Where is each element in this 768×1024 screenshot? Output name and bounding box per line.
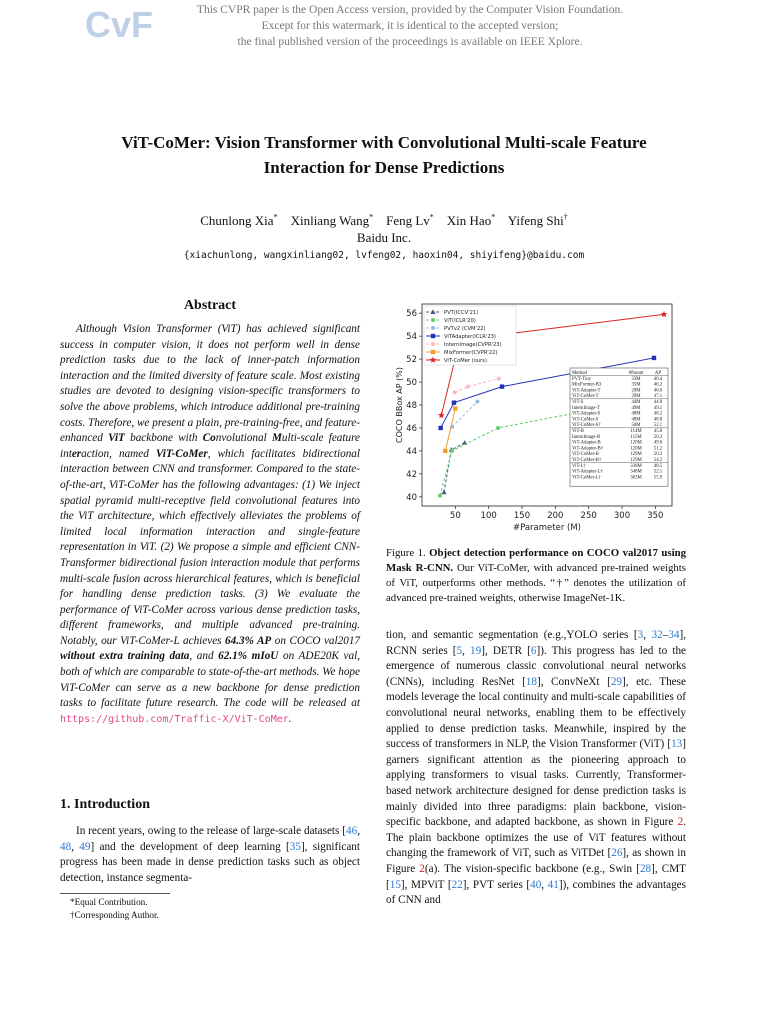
footnote: *Equal Contribution. [70, 897, 148, 907]
citation-link[interactable]: 26 [611, 847, 623, 860]
data-point [500, 384, 504, 388]
figure-link[interactable]: 2 [677, 816, 684, 829]
footnote-rule [60, 893, 170, 894]
inset-table-cell: 49.1 [653, 405, 663, 411]
legend-entry: ViT(ICLR'20) [444, 318, 476, 325]
citation-link[interactable]: 13 [671, 738, 683, 751]
citation-link[interactable]: 49 [79, 840, 91, 853]
data-point [452, 401, 456, 405]
citation-link[interactable]: 46 [346, 825, 358, 837]
inset-table-cell: 33M [631, 376, 641, 382]
inset-table-cell: 114M [630, 429, 642, 434]
inset-table-cell: 52.1 [653, 469, 663, 475]
data-point [441, 489, 446, 494]
legend-entry: MixFormer(CVPR'22) [444, 350, 498, 357]
data-point [431, 326, 435, 330]
y-tick-label: 54 [406, 332, 417, 343]
inset-table-cell: MixFormer-B3 [572, 382, 602, 388]
inset-table-cell: ViT-B [572, 429, 584, 434]
inset-table-cell: ViT-CoMer-L† [572, 475, 602, 481]
data-point [661, 311, 668, 318]
data-point [652, 356, 656, 360]
watermark-line: the final published version of the proceedings is available on IEEE Xplore. [237, 36, 583, 48]
footnotes [70, 896, 360, 922]
inset-table-cell: ViT-Adapter-L† [572, 469, 603, 475]
footnote: †Corresponding Author. [70, 910, 159, 920]
inset-table-cell: 50M [631, 423, 641, 429]
y-tick-label: 42 [406, 469, 417, 480]
inset-table-cell: 115M [630, 434, 642, 440]
inset-table-cell: 120M [630, 440, 642, 446]
inset-table-cell: ViT-CoMer-T [572, 394, 599, 400]
x-axis-label: #Parameter (M) [512, 523, 582, 533]
x-tick-label: 50 [449, 511, 461, 521]
citation-link[interactable]: 41 [547, 878, 559, 891]
inset-table-cell: 46.2 [653, 382, 663, 388]
inset-table-cell: 28M [631, 388, 641, 394]
inset-table-header: Method [572, 371, 587, 376]
inset-table-cell: 48M [631, 417, 641, 423]
affiliation: Baidu Inc. [356, 230, 412, 245]
citation-link[interactable]: 40 [530, 878, 542, 891]
citation-link[interactable]: 35 [289, 840, 301, 853]
data-point [453, 406, 457, 410]
inset-table-cell: 48.8 [653, 417, 663, 423]
abstract-heading: Abstract [183, 298, 237, 313]
inset-table-cell: 40.4 [653, 376, 663, 382]
legend-entry: PVTv2 (CVM'22) [444, 326, 486, 333]
y-tick-label: 44 [406, 446, 417, 457]
inset-table-cell: 48.5 [653, 463, 663, 469]
y-tick-label: 46 [406, 423, 417, 434]
inset-table-cell: 54.2 [653, 458, 663, 463]
inset-table-cell: PVT-Tiny [572, 376, 592, 382]
inset-table-cell: 29M [631, 394, 641, 400]
inset-table-cell: 129M [630, 458, 642, 463]
citation-link[interactable]: 3 [637, 629, 644, 641]
data-point [438, 494, 442, 498]
x-tick-label: 200 [547, 511, 564, 521]
y-tick-label: 40 [406, 492, 417, 503]
x-tick-label: 300 [613, 511, 631, 521]
inset-table-cell: 55.9 [653, 475, 663, 481]
x-tick-label: 250 [580, 511, 597, 521]
open-access-watermark [150, 2, 670, 50]
watermark-line: Except for this watermark, it is identical to the accepted version; [261, 20, 559, 32]
data-point [438, 426, 442, 430]
inset-table-cell: ViT-CoMer-S [572, 417, 599, 423]
inset-table-cell: ViT-CoMer-S† [572, 423, 601, 429]
inset-table-cell: 48.2 [653, 411, 663, 417]
series-line [445, 408, 455, 450]
citation-link[interactable]: 15 [389, 878, 401, 891]
inset-table-cell: 46.0 [653, 388, 663, 394]
svg-text:CvF: CvF [85, 4, 154, 45]
inset-table-cell: ViT-L† [572, 463, 586, 469]
inset-table-cell: ViT-Adapter-S [572, 411, 601, 417]
author: Xinliang Wang* [290, 213, 374, 229]
inset-table-header: #Param [628, 371, 644, 376]
paper-title [70, 130, 698, 180]
inset-table-cell: 348M [630, 469, 642, 475]
figure-link[interactable]: 2 [419, 862, 425, 875]
author-emails: {xiachunlong, wangxinliang02, lvfeng02, haoxin04, shiyifeng}@baidu.com [183, 250, 585, 261]
citation-link[interactable]: 22 [451, 878, 463, 891]
y-tick-label: 48 [406, 401, 417, 411]
inset-table-cell: ViT-CoMer-B† [572, 458, 602, 463]
x-tick-label: 100 [480, 511, 497, 521]
inset-table-cell: 51.2 [653, 446, 663, 452]
inset-table-cell: InternImage-B [572, 434, 601, 440]
inset-table-cell: ViT-S [572, 400, 584, 405]
author: Yifeng Shi† [507, 213, 568, 229]
inset-table-header: AP [654, 371, 662, 376]
legend-entry: ViT-CoMer (ours) [444, 358, 488, 365]
inset-table-cell: 44M [631, 400, 641, 405]
y-tick-label: 50 [406, 378, 417, 389]
inset-table-cell: ViT-Adapter-B† [572, 446, 604, 452]
data-point [450, 449, 454, 453]
author-list [70, 208, 698, 230]
author: Chunlong Xia* [200, 213, 278, 229]
inset-table-cell: 49M [631, 405, 641, 411]
legend-entry: PVT(ICCV'21) [444, 310, 479, 317]
inset-table-cell: 47.1 [653, 394, 663, 400]
data-point [431, 334, 435, 338]
citation-link[interactable]: 18 [525, 675, 537, 688]
citation-link[interactable]: 29 [610, 675, 622, 688]
x-tick-label: 350 [647, 511, 664, 521]
data-point [431, 350, 435, 354]
citation-link[interactable]: 48 [60, 840, 72, 853]
intro-heading: 1. Introduction [60, 797, 150, 812]
inset-table-cell: 338M [630, 463, 642, 469]
inset-table-cell: 129M [630, 452, 642, 458]
data-point [438, 412, 445, 419]
y-axis-label: COCO BBox AP (%) [395, 367, 404, 443]
title-line: ViT-CoMer: Vision Transformer with Convolutional Multi-scale Feature [121, 133, 647, 152]
inset-table-cell: 120M [630, 446, 642, 452]
inset-table-cell: 363M [630, 475, 642, 481]
figure-1-caption: Figure 1. Object detection performance on COCO val2017 using Mask R-CNN. Our ViT-CoMer, with advanced pre-trained weights of ViT, outperforms other methods. “†” denotes the utilization of advanced pre-trained weights, otherwise ImageNet-1K. [386, 547, 686, 604]
title-line: Interaction for Dense Predictions [263, 158, 505, 177]
data-point [466, 385, 470, 389]
data-point [431, 342, 435, 346]
citation-link[interactable]: 28 [639, 862, 652, 875]
y-tick-label: 52 [406, 355, 417, 366]
cvf-logo [85, 4, 154, 45]
inset-table-cell: ViT-Adapter-T [572, 388, 601, 394]
watermark-line: This CVPR paper is the Open Access version, provided by the Computer Vision Foundation. [196, 4, 624, 16]
code-url-link[interactable]: https://github.com/Traffic-X/ViT-CoMer [60, 713, 289, 725]
inset-table-cell: ViT-Adapter-B [572, 440, 601, 446]
inset-table-cell: 35M [631, 382, 641, 388]
author: Feng Lv* [386, 213, 434, 229]
data-point [443, 449, 447, 453]
intro-body-right-column: tion, and semantic segmentation (e.g.,YOLO series [3, 32–34], RCNN series [5, 19], DETR [6]). This progress has led to the emergence of numerous classic convolutional neural networks (CNNs), including ResNet [18], ConvNeXt [29], etc. These models leverage the local continuity and multi-scale capabilities of convolutional neural networks, enabling them to be effectively applied to dense prediction tasks. Meanwhile, inspired by the success of transformers in NLP, the Vision Transformer (ViT) [13] garners significant attention as the pioneering approach to applying transformers to visual tasks. Currently, Transformer-based network architecture designed for dense prediction tasks is mainly divided into three paradigms: plain backbone, vision-specific backbone, and adapted backbone, as shown in Figure 2. The plain backbone optimizes the use of ViT features without changing the framework of ViT, such as ViTDet [26], as shown in Figure 2(a). The vision-specific backbone (e.g., Swin [28], CMT [15], MPViT [22], PVT series [40, 41]), combines the advantages of CNN and [386, 629, 687, 907]
author: Xin Hao* [446, 213, 496, 229]
data-point [497, 377, 501, 381]
inset-table-cell: 52.1 [653, 423, 663, 429]
data-point [453, 390, 457, 394]
inset-table-cell: 50.2 [653, 452, 663, 458]
inset-table-cell: 50.3 [653, 434, 663, 440]
data-point [431, 318, 435, 322]
x-tick-label: 150 [513, 511, 531, 521]
citation-link[interactable]: 5 [456, 644, 463, 657]
inset-table-cell: InternImage-T [572, 405, 600, 411]
series-line [452, 402, 477, 427]
abstract-body: Although Vision Transformer (ViT) has achieved significant success in computer vision, it does not perform well in dense prediction tasks due to the lack of inner-patch information interaction and the limited diversity of feature scale. Most existing studies are devoted to designing vision-specific transformers to solve the above problems, which introduce additional pre-training costs. Therefore, we present a plain, pre-training-free, and feature-enhanced ViT backbone with Convolutional Multi-scale feature interaction, named ViT-CoMer, which facilitates bidirectional interaction between CNN and transformer. Compared to the state-of-the-art, ViT-CoMer has the following advantages: (1) We inject spatial pyramid multi-receptive field convolutional features into the ViT architecture, which effectively alleviates the problems of limited local information interaction and single-feature representation in ViT. (2) We propose a simple and efficient CNN-Transformer bidirectional fusion interaction module that performs multi-scale fusion across hierarchical features, which is beneficial for handling dense prediction tasks. (3) We evaluate the performance of ViT-CoMer across various dense prediction tasks, different frameworks, and multiple advanced pre-training. Notably, our ViT-CoMer-L achieves 64.3% AP on COCO val2017 without extra training data, and 62.1% mIoU on ADE20K val, both of which are comparable to state-of-the-art methods. We hope ViT-CoMer can serve as a new backbone for dense prediction tasks to facilitate future research. The code will be released at https://github.com/Traffic-X/ViT-CoMer. [60, 323, 361, 725]
data-point [496, 426, 500, 430]
citation-link[interactable]: 19 [470, 644, 482, 657]
intro-body: In recent years, owing to the release of large-scale datasets [46, 48, 49] and the development of deep learning [35], significant progress has been made in dense prediction tasks such as object detection, instance segmenta- [60, 825, 361, 884]
inset-table-cell: 49.6 [653, 440, 663, 446]
y-tick-label: 56 [406, 309, 417, 320]
inset-table-cell: 45.8 [653, 429, 663, 434]
data-point [475, 400, 479, 404]
citation-link[interactable]: 6 [530, 644, 537, 657]
citation-link[interactable]: 32 [651, 629, 663, 641]
citation-link[interactable]: 34 [668, 629, 680, 641]
legend-entry: ViTAdapter(ICLR'23) [444, 334, 496, 341]
figure-1-chart [382, 296, 682, 536]
inset-table-cell: 44.0 [653, 400, 663, 405]
legend-entry: InternImage(CVPR'23) [444, 342, 502, 349]
inset-table-cell: ViT-CoMer-B [572, 452, 599, 458]
inset-table-cell: 48M [631, 411, 641, 417]
